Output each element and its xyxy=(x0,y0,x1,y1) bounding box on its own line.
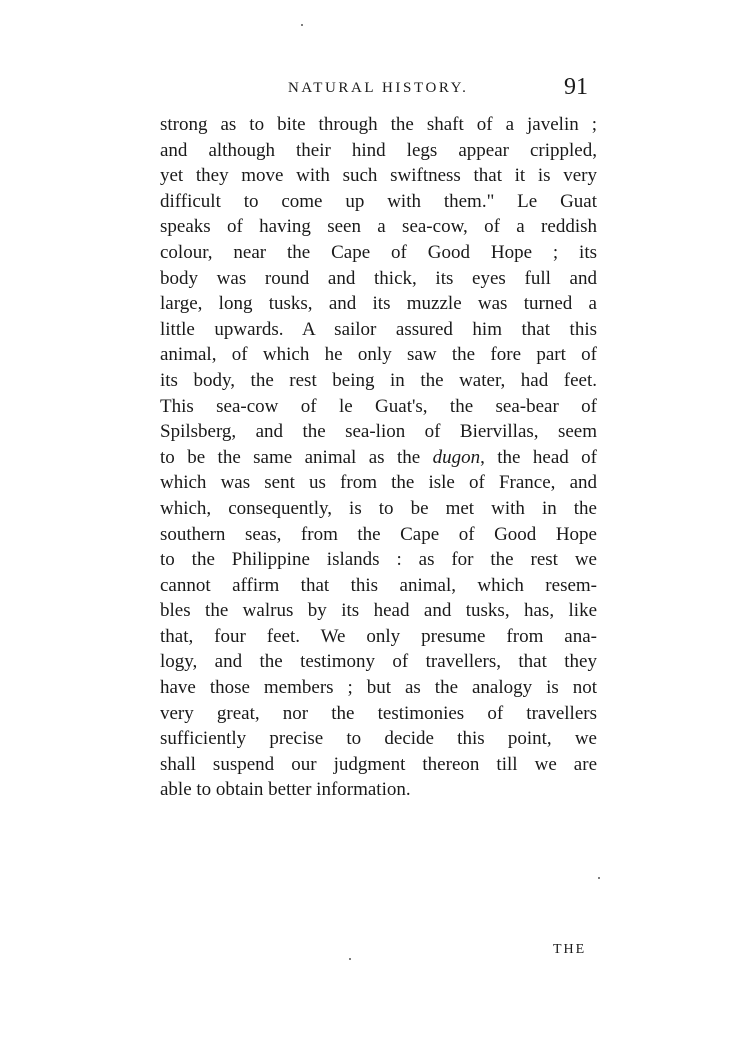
text-line: which was sent us from the isle of France, and xyxy=(160,472,597,494)
text-line: bles the walrus by its head and tusks, has, like xyxy=(160,600,597,622)
paper-speck xyxy=(301,24,303,26)
text-line: to be the same animal as the dugon, the head of xyxy=(160,446,597,468)
text-line: yet they move with such swiftness that it is very xyxy=(160,165,597,187)
text-line: very great, nor the testimonies of travellers xyxy=(160,702,597,724)
text-line: strong as to bite through the shaft of a javelin ; xyxy=(160,114,597,135)
text-line: and although their hind legs appear crippled, xyxy=(160,139,597,161)
text-line: Spilsberg, and the sea-lion of Biervillas, seem xyxy=(160,421,597,443)
text-line: have those members ; but as the analogy is not xyxy=(160,677,597,699)
text-line: southern seas, from the Cape of Good Hope xyxy=(160,523,597,545)
running-title: NATURAL HISTORY. xyxy=(288,80,469,96)
text-line: its body, the rest being in the water, had feet. xyxy=(160,369,597,391)
text-line: colour, near the Cape of Good Hope ; its xyxy=(160,241,597,263)
paper-speck xyxy=(349,958,351,960)
text-line: speaks of having seen a sea-cow, of a reddish xyxy=(160,216,597,238)
page-number: 91 xyxy=(564,74,588,100)
text-line: able to obtain better information. xyxy=(160,779,411,801)
paper-speck xyxy=(598,877,600,879)
catchword: THE xyxy=(553,942,587,957)
body-text xyxy=(160,112,597,803)
text-line: sufficiently precise to decide this point, we xyxy=(160,728,597,750)
text-line: little upwards. A sailor assured him that this xyxy=(160,318,597,340)
text-line: to the Philippine islands : as for the rest we xyxy=(160,549,597,571)
text-line: cannot affirm that this animal, which resem- xyxy=(160,574,597,596)
text-line: that, four feet. We only presume from ana- xyxy=(160,625,597,647)
text-line: This sea-cow of le Guat's, the sea-bear of xyxy=(160,395,597,417)
text-line: animal, of which he only saw the fore part of xyxy=(160,344,597,366)
text-line: body was round and thick, its eyes full and xyxy=(160,267,597,289)
text-line: which, consequently, is to be met with in the xyxy=(160,497,597,519)
text-line: logy, and the testimony of travellers, that they xyxy=(160,651,597,673)
running-head xyxy=(160,74,600,104)
text-line: large, long tusks, and its muzzle was turned a xyxy=(160,293,597,315)
text-line: difficult to come up with them." Le Guat xyxy=(160,190,597,212)
text-line: shall suspend our judgment thereon till we are xyxy=(160,753,597,775)
